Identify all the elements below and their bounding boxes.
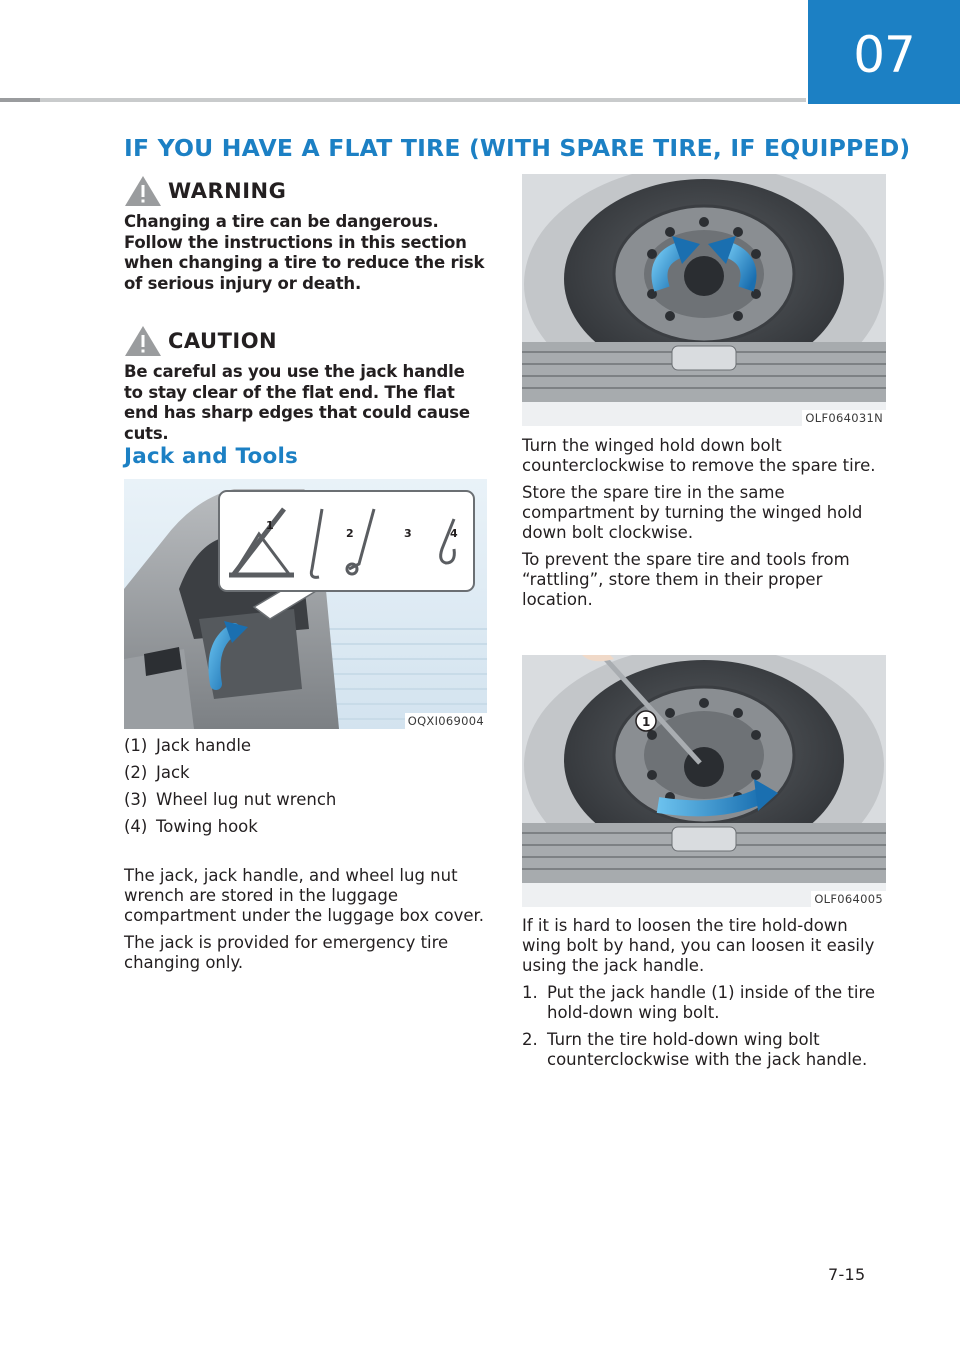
jack-tools-illustration bbox=[124, 479, 487, 729]
header-rule bbox=[0, 98, 806, 102]
caution-box bbox=[124, 324, 488, 444]
list-item: (4) Towing hook bbox=[124, 817, 258, 836]
page-number: 7-15 bbox=[828, 1265, 866, 1284]
jack-handle-illustration bbox=[522, 655, 886, 907]
figure-code: OLF064031N bbox=[802, 410, 886, 426]
callout-2: 2 bbox=[346, 527, 354, 540]
jack-tools-title: Jack and Tools bbox=[124, 444, 299, 469]
list-item: (3) Wheel lug nut wrench bbox=[124, 790, 337, 809]
section-title: IF YOU HAVE A FLAT TIRE (WITH SPARE TIRE, IF EQUIPPED) bbox=[124, 134, 911, 162]
warning-box bbox=[124, 174, 488, 294]
callout-1: 1 bbox=[642, 715, 651, 729]
chapter-tab: 07 bbox=[808, 0, 960, 104]
paragraph: The jack is provided for emergency tire changing only. bbox=[124, 933, 449, 972]
paragraph: Turn the winged hold down bolt counterclockwise to remove the spare tire. bbox=[522, 436, 876, 475]
paragraph: The jack, jack handle, and wheel lug nut wrench are stored in the luggage compartment under the luggage box cover. bbox=[124, 866, 485, 925]
spare-tire-illustration bbox=[522, 174, 886, 426]
jack-handle-instructions bbox=[522, 916, 888, 1077]
warning-text: Changing a tire can be dangerous. Follow the instructions in this section when changing a tire to reduce the risk of serious injury or death. bbox=[124, 212, 485, 293]
warning-label: WARNING bbox=[168, 179, 287, 203]
steps-list bbox=[522, 983, 888, 1070]
caution-label: CAUTION bbox=[168, 329, 278, 353]
list-item: (2) Jack bbox=[124, 763, 190, 782]
spare-tire-description bbox=[522, 436, 888, 617]
jack-tools-description bbox=[124, 866, 484, 980]
caution-icon bbox=[124, 325, 162, 357]
spare-tire-figure bbox=[522, 174, 886, 426]
tools-list bbox=[124, 736, 488, 844]
callout-4: 4 bbox=[450, 527, 458, 540]
figure-code: OLF064005 bbox=[811, 891, 886, 907]
caution-text: Be careful as you use the jack handle to stay clear of the flat end. The flat end has sharp edges that could cause cuts. bbox=[124, 362, 470, 443]
warning-icon bbox=[124, 175, 162, 207]
callout-1: 1 bbox=[266, 519, 274, 532]
figure-code: OQXI069004 bbox=[405, 713, 487, 729]
jack-handle-figure bbox=[522, 655, 886, 907]
list-item: (1) Jack handle bbox=[124, 736, 252, 755]
paragraph: To prevent the spare tire and tools from “rattling”, store them in their proper location. bbox=[522, 550, 850, 609]
list-item: 2. Turn the tire hold-down wing bolt counterclockwise with the jack handle. bbox=[522, 1030, 868, 1069]
list-item: 1. Put the jack handle (1) inside of the tire hold-down wing bolt. bbox=[522, 983, 876, 1022]
callout-3: 3 bbox=[404, 527, 412, 540]
paragraph: Store the spare tire in the same compartment by turning the winged hold down bolt clockwise. bbox=[522, 483, 863, 542]
jack-tools-figure bbox=[124, 479, 487, 729]
paragraph: If it is hard to loosen the tire hold-down wing bolt by hand, you can loosen it easily using the jack handle. bbox=[522, 916, 875, 975]
